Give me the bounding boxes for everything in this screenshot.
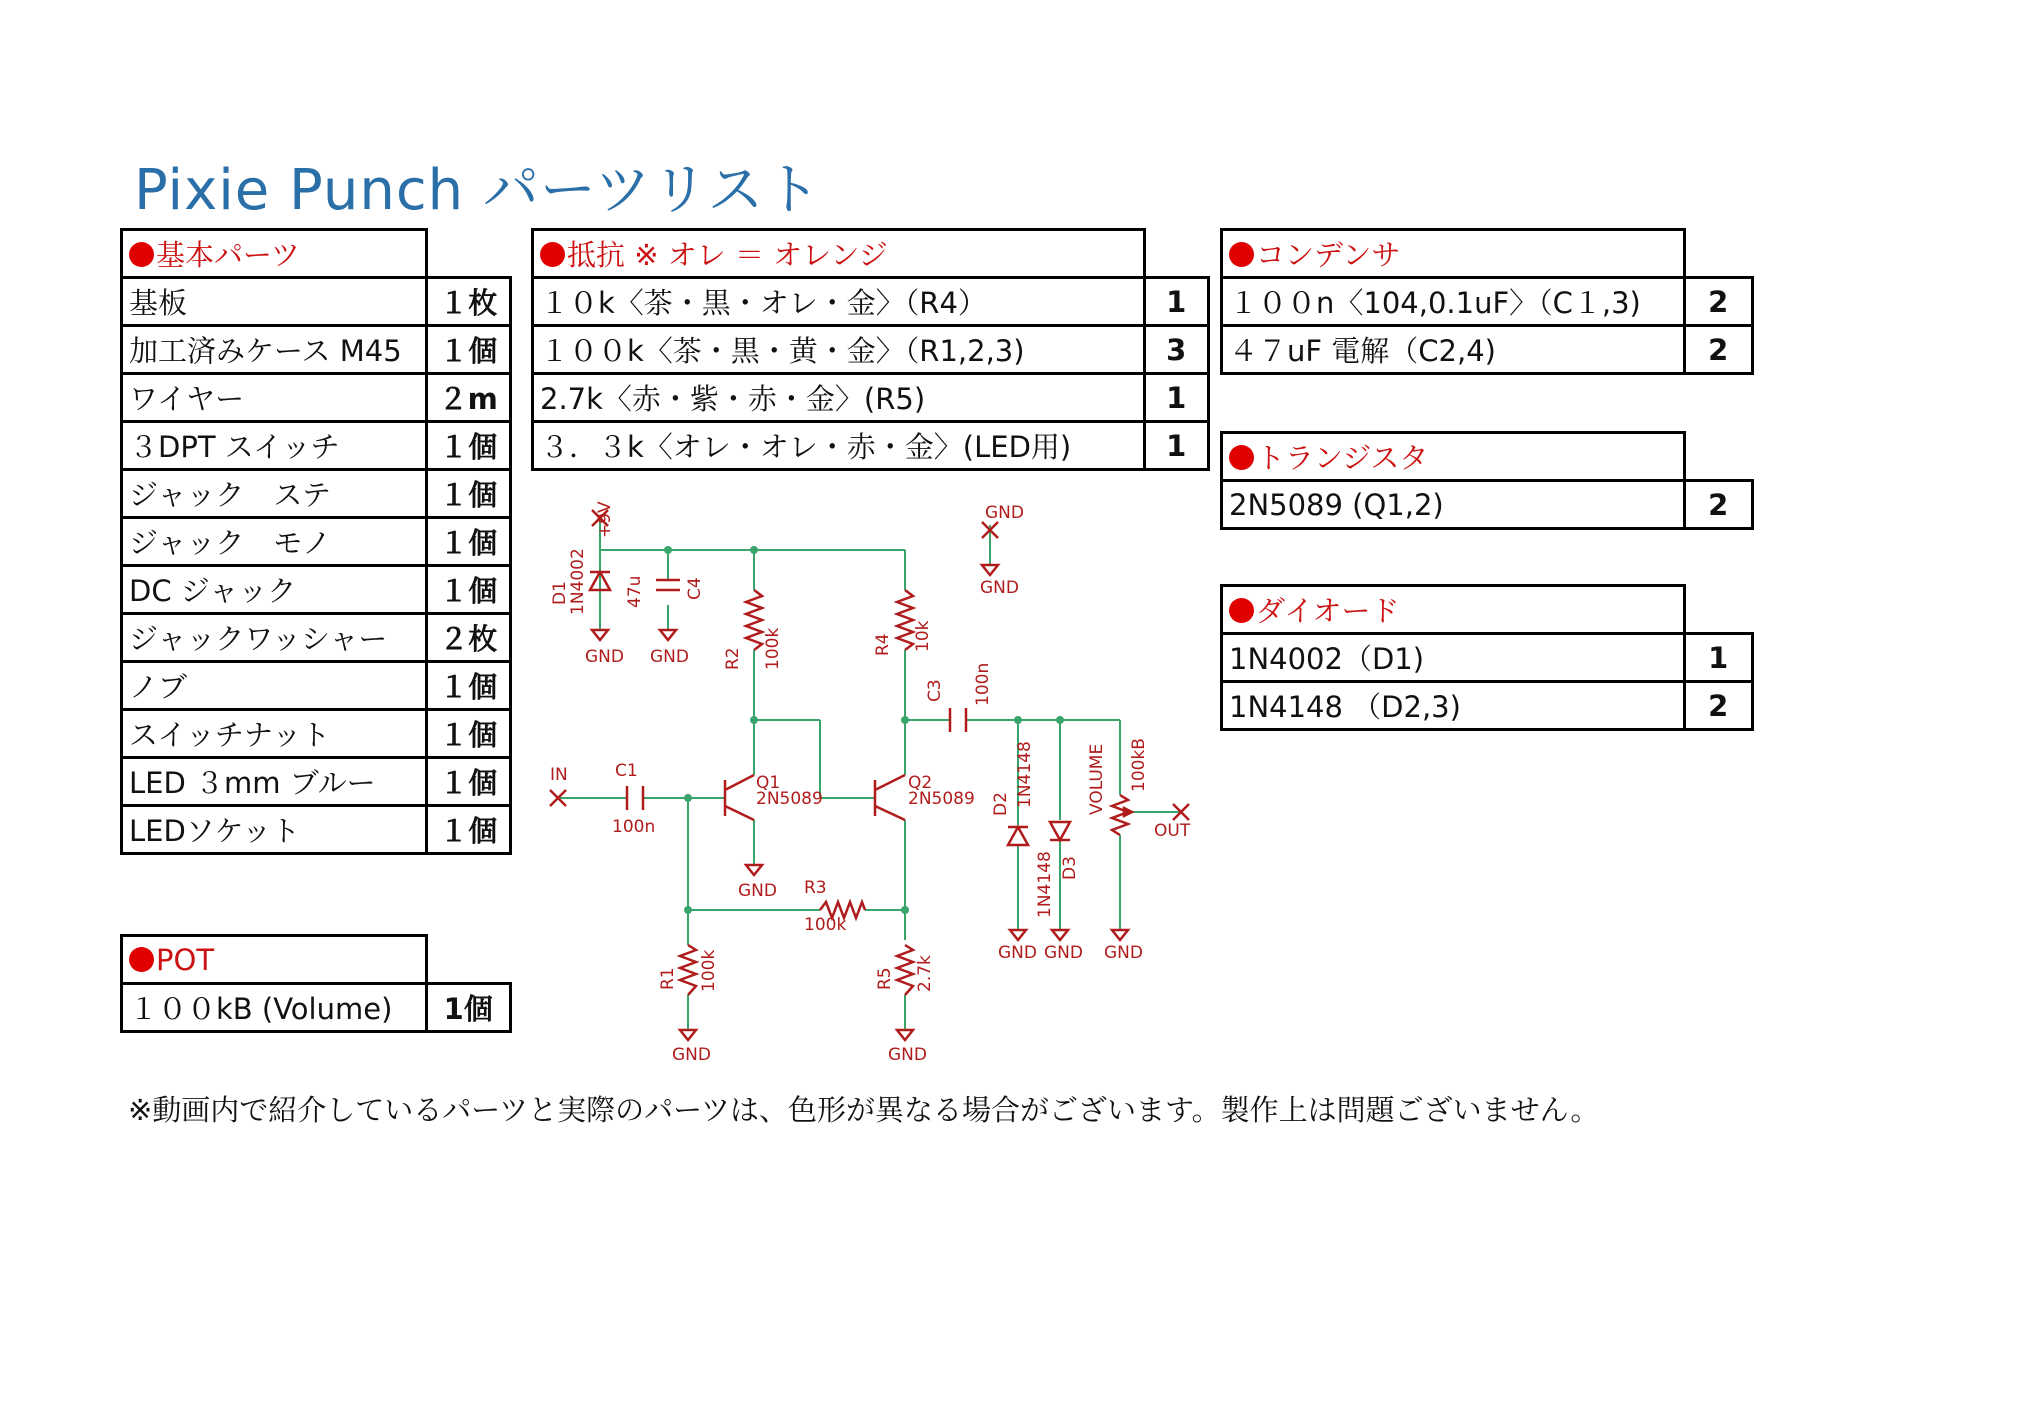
- label-r5-value: 2.7k: [915, 955, 935, 992]
- label-gnd: GND: [650, 647, 689, 667]
- part-name: DC ジャック: [122, 566, 427, 614]
- page-title: Pixie Punch パーツリスト: [134, 158, 822, 223]
- label-9v: +9V: [595, 501, 615, 538]
- part-quantity: 1: [1145, 374, 1209, 422]
- part-name: １００n〈104,0.1uF〉（C１,3): [1222, 278, 1685, 326]
- table-row: [122, 374, 511, 422]
- label-c1-value: 100n: [612, 817, 656, 837]
- diode-table: [1220, 584, 1754, 731]
- table-row: [122, 518, 511, 566]
- part-quantity: ２枚: [427, 614, 511, 662]
- part-name: スイッチナット: [122, 710, 427, 758]
- table-row: [122, 614, 511, 662]
- table-row: [1222, 682, 1753, 730]
- part-name: ４７uF 電解（C2,4): [1222, 326, 1685, 374]
- part-quantity: １個: [427, 662, 511, 710]
- label-r1: R1: [658, 967, 678, 990]
- part-quantity: １個: [427, 566, 511, 614]
- label-q2: Q2: [908, 773, 933, 793]
- red-dot-icon: [129, 242, 154, 267]
- basic-parts-header: 基本パーツ: [122, 230, 427, 278]
- table-row: [1222, 278, 1753, 326]
- part-name: １００k〈茶・黒・黄・金〉（R1,2,3): [533, 326, 1145, 374]
- transistor-header: トランジスタ: [1222, 433, 1685, 481]
- red-dot-icon: [1229, 445, 1254, 470]
- label-c4-value: 47u: [625, 575, 645, 608]
- part-name: ワイヤー: [122, 374, 427, 422]
- table-row: [533, 422, 1209, 470]
- label-gnd: GND: [1104, 943, 1143, 963]
- part-quantity: 2: [1685, 481, 1753, 529]
- label-r4: R4: [873, 633, 893, 656]
- table-row: [1222, 634, 1753, 682]
- part-name: ジャック ステ: [122, 470, 427, 518]
- label-gnd: GND: [585, 647, 624, 667]
- part-quantity: 1: [1145, 278, 1209, 326]
- table-row: [122, 326, 511, 374]
- part-name: ジャック モノ: [122, 518, 427, 566]
- resistor-header: 抵抗 ※ オレ ＝ オレンジ: [533, 230, 1145, 278]
- part-name: ３DPT スイッチ: [122, 422, 427, 470]
- table-row: [122, 422, 511, 470]
- label-gnd: GND: [672, 1045, 711, 1065]
- schematic-junctions: [664, 546, 1064, 914]
- part-quantity: １個: [427, 470, 511, 518]
- table-row: [122, 710, 511, 758]
- part-name: 2.7k〈赤・紫・赤・金〉(R5): [533, 374, 1145, 422]
- label-r2: R2: [723, 647, 743, 670]
- label-gnd: GND: [888, 1045, 927, 1065]
- pot-table: [120, 934, 512, 1033]
- red-dot-icon: [540, 242, 565, 267]
- red-dot-icon: [1229, 242, 1254, 267]
- part-quantity: １枚: [427, 278, 511, 326]
- label-c1: C1: [615, 761, 638, 781]
- label-d1: D1: [550, 581, 570, 605]
- part-name: ノブ: [122, 662, 427, 710]
- schematic-labels: [550, 501, 1191, 1065]
- red-dot-icon: [129, 947, 154, 972]
- part-name: １０k〈茶・黒・オレ・金〉（R4）: [533, 278, 1145, 326]
- label-q2-value: 2N5089: [908, 789, 975, 809]
- part-quantity: 3: [1145, 326, 1209, 374]
- label-r1-value: 100k: [699, 949, 719, 992]
- label-gnd: GND: [1044, 943, 1083, 963]
- label-in: IN: [550, 765, 568, 785]
- label-r3-value: 100k: [804, 915, 847, 935]
- table-row: [533, 374, 1209, 422]
- part-name: LEDソケット: [122, 806, 427, 854]
- label-c3: C3: [925, 679, 945, 702]
- diode-header: ダイオード: [1222, 586, 1685, 634]
- label-d2: D2: [991, 792, 1011, 816]
- label-gnd: GND: [738, 881, 777, 901]
- table-row: [122, 662, 511, 710]
- label-gnd: GND: [998, 943, 1037, 963]
- part-quantity: １個: [427, 518, 511, 566]
- table-row: [122, 984, 511, 1032]
- part-quantity: １個: [427, 710, 511, 758]
- label-d1-value: 1N4002: [568, 548, 588, 615]
- label-q1-value: 2N5089: [756, 789, 823, 809]
- label-c4: C4: [685, 577, 705, 600]
- part-quantity: 1: [1145, 422, 1209, 470]
- part-quantity: １個: [427, 758, 511, 806]
- label-gnd: GND: [980, 578, 1019, 598]
- label-c3-value: 100n: [973, 662, 993, 706]
- part-quantity: 2: [1685, 278, 1753, 326]
- label-r4-value: 10k: [913, 620, 933, 652]
- part-name: 1N4148 （D2,3): [1222, 682, 1685, 730]
- part-quantity: 2: [1685, 326, 1753, 374]
- table-row: [533, 278, 1209, 326]
- part-name: 2N5089 (Q1,2): [1222, 481, 1685, 529]
- label-pot-value: 100kB: [1129, 738, 1149, 792]
- part-name: ３．３k〈オレ・オレ・赤・金〉(LED用): [533, 422, 1145, 470]
- table-row: [533, 326, 1209, 374]
- part-name: １００kB (Volume): [122, 984, 427, 1032]
- transistor-table: [1220, 431, 1754, 530]
- part-name: LED ３mm ブルー: [122, 758, 427, 806]
- label-r5: R5: [875, 967, 895, 990]
- label-d2-value: 1N4148: [1015, 741, 1035, 808]
- table-row: [122, 758, 511, 806]
- table-row: [122, 806, 511, 854]
- label-r2-value: 100k: [763, 627, 783, 670]
- table-row: [122, 566, 511, 614]
- capacitor-header: コンデンサ: [1222, 230, 1685, 278]
- label-gnd: GND: [985, 503, 1024, 523]
- capacitor-table: [1220, 228, 1754, 375]
- part-quantity: 2: [1685, 682, 1753, 730]
- part-quantity: １個: [427, 422, 511, 470]
- label-volume: VOLUME: [1087, 743, 1107, 815]
- label-q1: Q1: [756, 773, 781, 793]
- table-row: [1222, 481, 1753, 529]
- basic-parts-table: [120, 228, 512, 855]
- part-quantity: １個: [427, 806, 511, 854]
- part-name: 加工済みケース M45: [122, 326, 427, 374]
- circuit-schematic: [520, 490, 1220, 1080]
- part-name: ジャックワッシャー: [122, 614, 427, 662]
- part-quantity: 1: [1685, 634, 1753, 682]
- table-row: [122, 470, 511, 518]
- resistor-table: [531, 228, 1210, 471]
- part-quantity: 1個: [427, 984, 511, 1032]
- part-name: 1N4002（D1): [1222, 634, 1685, 682]
- label-out: OUT: [1154, 821, 1191, 841]
- label-d3-value: 1N4148: [1035, 851, 1055, 918]
- table-row: [1222, 326, 1753, 374]
- part-name: 基板: [122, 278, 427, 326]
- part-quantity: ２m: [427, 374, 511, 422]
- red-dot-icon: [1229, 598, 1254, 623]
- footnote: ※動画内で紹介しているパーツと実際のパーツは、色形が異なる場合がございます。製作上は問題ございません。: [128, 1093, 1600, 1127]
- label-d3: D3: [1060, 856, 1080, 880]
- label-r3: R3: [804, 878, 827, 898]
- part-quantity: １個: [427, 326, 511, 374]
- pot-header: POT: [122, 936, 427, 984]
- table-row: [122, 278, 511, 326]
